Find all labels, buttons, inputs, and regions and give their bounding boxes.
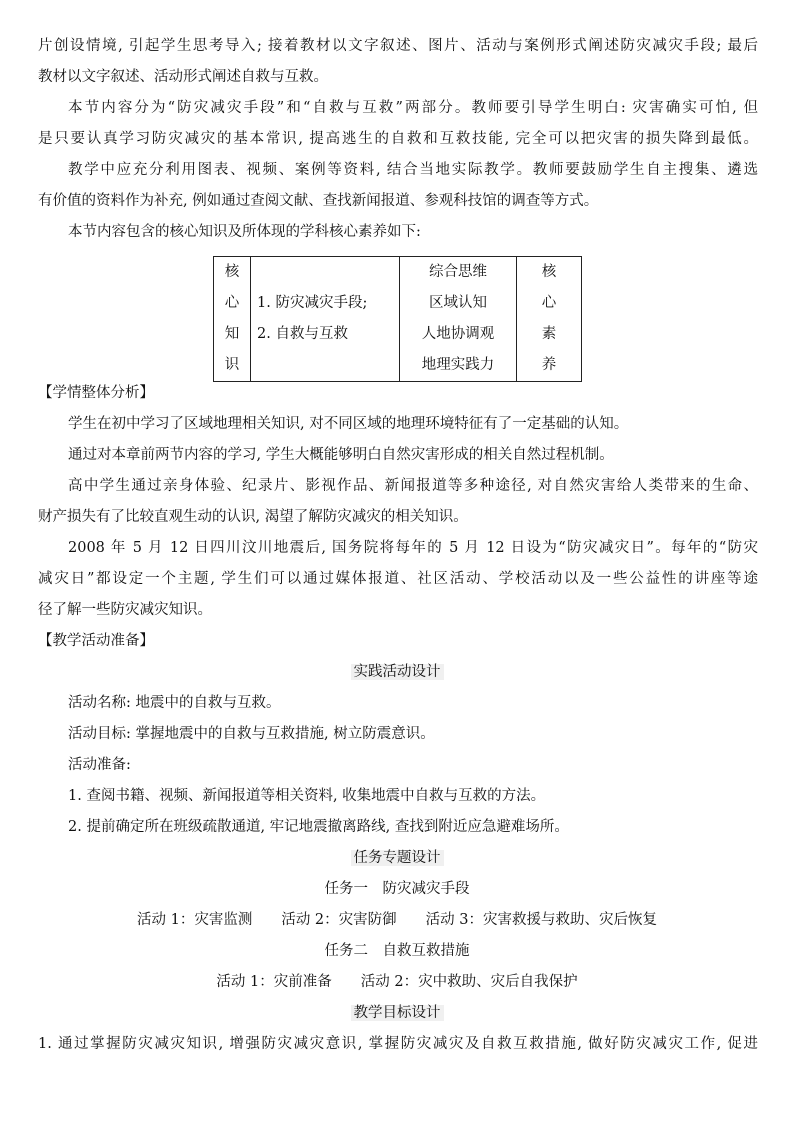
paragraph-line: 2. 提前确定所在班级疏散通道, 牢记地震撤离路线, 查找到附近应急避难场所。 (68, 819, 569, 835)
table-label-char: 素 (541, 326, 557, 342)
paragraph-line: 是只要认真学习防灾减灾的基本常识, 提高逃生的自救和互救技能, 完全可以把灾害的损失降到最低。 (38, 131, 758, 147)
paragraph-line: 减灾日”都设定一个主题, 学生们可以通过媒体报道、社区活动、学校活动以及一些公益性的讲座等途 (38, 571, 758, 587)
task-activities: 活动 1：灾前准备 活动 2：灾中救助、灾后自我保护 (216, 974, 578, 990)
paragraph-line: 学生在初中学习了区域地理相关知识, 对不同区域的地理环境特征有了一定基础的认知。 (68, 416, 629, 432)
table-label-char: 核 (224, 264, 240, 280)
subsection-title-wrap (0, 1003, 794, 1023)
subsection-title: 实践活动设计 (351, 664, 444, 680)
core-literacy-table (213, 256, 582, 382)
task-activities: 活动 1：灾害监测 活动 2：灾害防御 活动 3：灾害救援与救助、灾后恢复 (136, 912, 657, 928)
subsection-title: 任务专题设计 (351, 850, 444, 866)
knowledge-item: 2. 自救与互救 (257, 326, 348, 342)
table-label-char: 知 (224, 326, 240, 342)
paragraph-line: 本节内容包含的核心知识及所体现的学科核心素养如下: (68, 224, 421, 240)
paragraph-line: 高中学生通过亲身体验、纪录片、影视作品、新闻报道等多种途径, 对自然灾害给人类带来的生命、 (68, 478, 758, 494)
table-label-char: 核 (541, 264, 557, 280)
knowledge-label-cell (214, 257, 251, 382)
paragraph-line: 教材以文字叙述、活动形式阐述自救与互救。 (38, 69, 328, 85)
paragraph-line: 片创设情境, 引起学生思考导入; 接着教材以文字叙述、图片、活动与案例形式阐述防灾减灾手段; 最后 (38, 38, 758, 54)
subsection-title-wrap (0, 662, 794, 682)
paragraph-line: 财产损失有了比较直观生动的认识, 渴望了解防灾减灾的相关知识。 (38, 509, 468, 525)
paragraph-line: 有价值的资料作为补充, 例如通过查阅文献、查找新闻报道、参观科技馆的调查等方式。 (38, 193, 599, 209)
subsection-title-wrap (0, 848, 794, 868)
paragraph-line: 教学中应充分利用图表、视频、案例等资料, 结合当地实际教学。教师要鼓励学生自主搜集、遴选 (68, 162, 758, 178)
section-heading: 【学情整体分析】 (38, 385, 154, 401)
subsection-title: 教学目标设计 (351, 1005, 444, 1021)
literacy-item: 区域认知 (429, 295, 487, 311)
knowledge-items-cell (251, 257, 400, 382)
paragraph-line: 活动名称: 地震中的自救与互救。 (68, 695, 281, 711)
paragraph-line: 1. 通过掌握防灾减灾知识, 增强防灾减灾意识, 掌握防灾减灾及自救互救措施, 做好防灾减灾工作, 促进 (38, 1036, 758, 1052)
literacy-label-cell (517, 257, 582, 382)
task-title: 任务一 防灾减灾手段 (324, 881, 470, 897)
paragraph-line: 活动准备: (68, 757, 131, 773)
table-label-char: 养 (541, 357, 557, 373)
paragraph-line: 活动目标: 掌握地震中的自救与互救措施, 树立防震意识。 (68, 726, 435, 742)
paragraph-line: 通过对本章前两节内容的学习, 学生大概能够明白自然灾害形成的相关自然过程机制。 (68, 447, 614, 463)
literacy-item: 综合思维 (429, 264, 487, 280)
paragraph-line: 2008 年 5 月 12 日四川汶川地震后, 国务院将每年的 5 月 12 日设为“防灾减灾日”。每年的“防灾 (68, 540, 758, 556)
table-label-char: 识 (224, 357, 240, 373)
table-label-char: 心 (541, 295, 557, 311)
table-label-char: 心 (224, 295, 240, 311)
section-heading: 【教学活动准备】 (38, 633, 154, 649)
knowledge-item: 1. 防灾减灾手段; (257, 295, 368, 311)
paragraph-line: 1. 查阅书籍、视频、新闻报道等相关资料, 收集地震中自救与互救的方法。 (68, 788, 546, 804)
literacy-items-cell (400, 257, 517, 382)
task-title: 任务二 自救互救措施 (324, 943, 470, 959)
paragraph-line: 本节内容分为“防灾减灾手段”和“自救与互救”两部分。教师要引导学生明白: 灾害确实可怕, 但 (68, 100, 758, 116)
literacy-item: 地理实践力 (421, 357, 495, 373)
paragraph-line: 径了解一些防灾减灾知识。 (38, 602, 212, 618)
literacy-item: 人地协调观 (421, 326, 495, 342)
